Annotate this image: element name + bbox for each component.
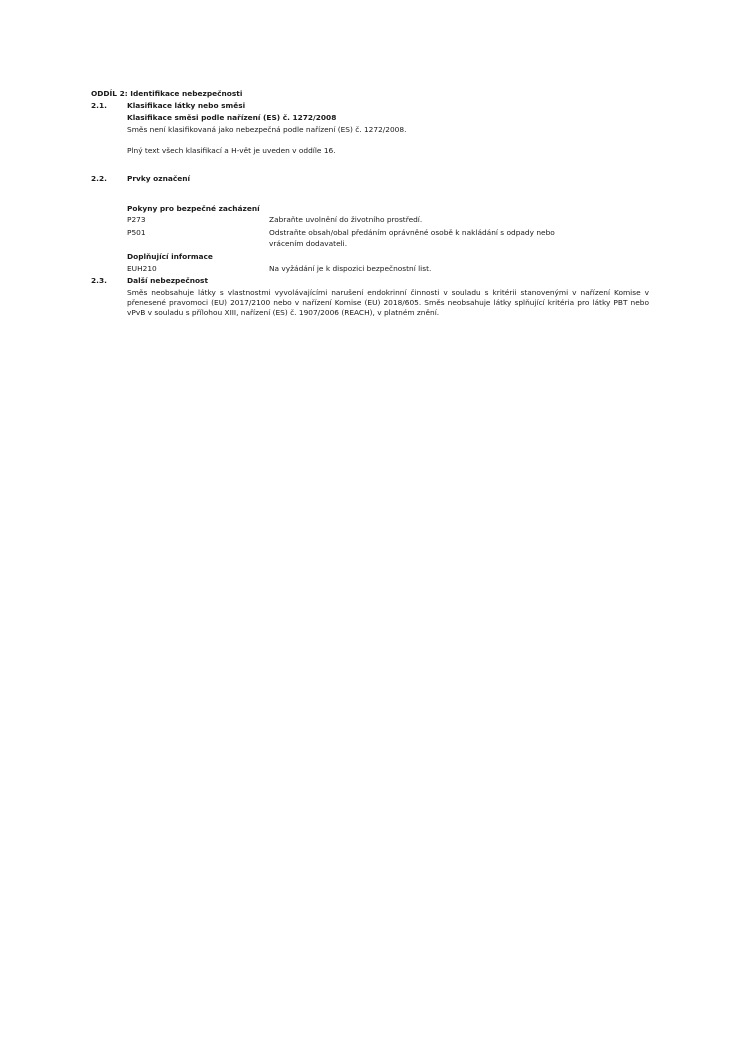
classification-statement: Směs není klasifikovaná jako nebezpečná podle nařízení (ES) č. 1272/2008. <box>127 125 407 134</box>
precautionary-title: Pokyny pro bezpečné zacházení <box>127 204 260 213</box>
full-text-reference: Plný text všech klasifikací a H-vět je uveden v oddíle 16. <box>127 146 336 155</box>
section-2-3-number: 2.3. <box>91 276 107 285</box>
section-title: ODDÍL 2: Identifikace nebezpečnosti <box>91 89 243 98</box>
precautionary-text: Odstraňte obsah/obal předáním oprávněné osobě k nakládání s odpady nebo <box>269 228 555 237</box>
supplemental-title: Doplňující informace <box>127 252 213 261</box>
other-hazards-paragraph: Směs neobsahuje látky s vlastnostmi vyvolávajícími narušení endokrinní činnosti v souladu s kritérii stanovenými v nařízení Komise v přenesené pravomoci (EU) 2017/2100 nebo v nařízení Komise (EU) 2018/605. Směs neobsahuje látky splňující kritéria pro látky PBT nebo vPvB v souladu s přílohou XIII, nařízení (ES) č. 1907/2006 (REACH), v platném znění. <box>127 288 649 318</box>
precautionary-code: P273 <box>127 215 146 224</box>
section-2-1-heading: Klasifikace látky nebo směsi <box>127 101 246 110</box>
section-2-2-number: 2.2. <box>91 174 107 183</box>
section-2-1-number: 2.1. <box>91 101 107 110</box>
section-2-3-heading: Další nebezpečnost <box>127 276 208 285</box>
section-2-2-heading: Prvky označení <box>127 174 191 183</box>
precautionary-code: P501 <box>127 228 146 237</box>
precautionary-text: Zabraňte uvolnění do životního prostředí. <box>269 215 423 224</box>
section-2-1-subheading: Klasifikace směsi podle nařízení (ES) č. 1272/2008 <box>127 113 337 122</box>
supplemental-text: Na vyžádání je k dispozici bezpečnostní list. <box>269 264 432 273</box>
precautionary-text-continuation: vrácením dodavateli. <box>269 239 348 248</box>
supplemental-code: EUH210 <box>127 264 157 273</box>
